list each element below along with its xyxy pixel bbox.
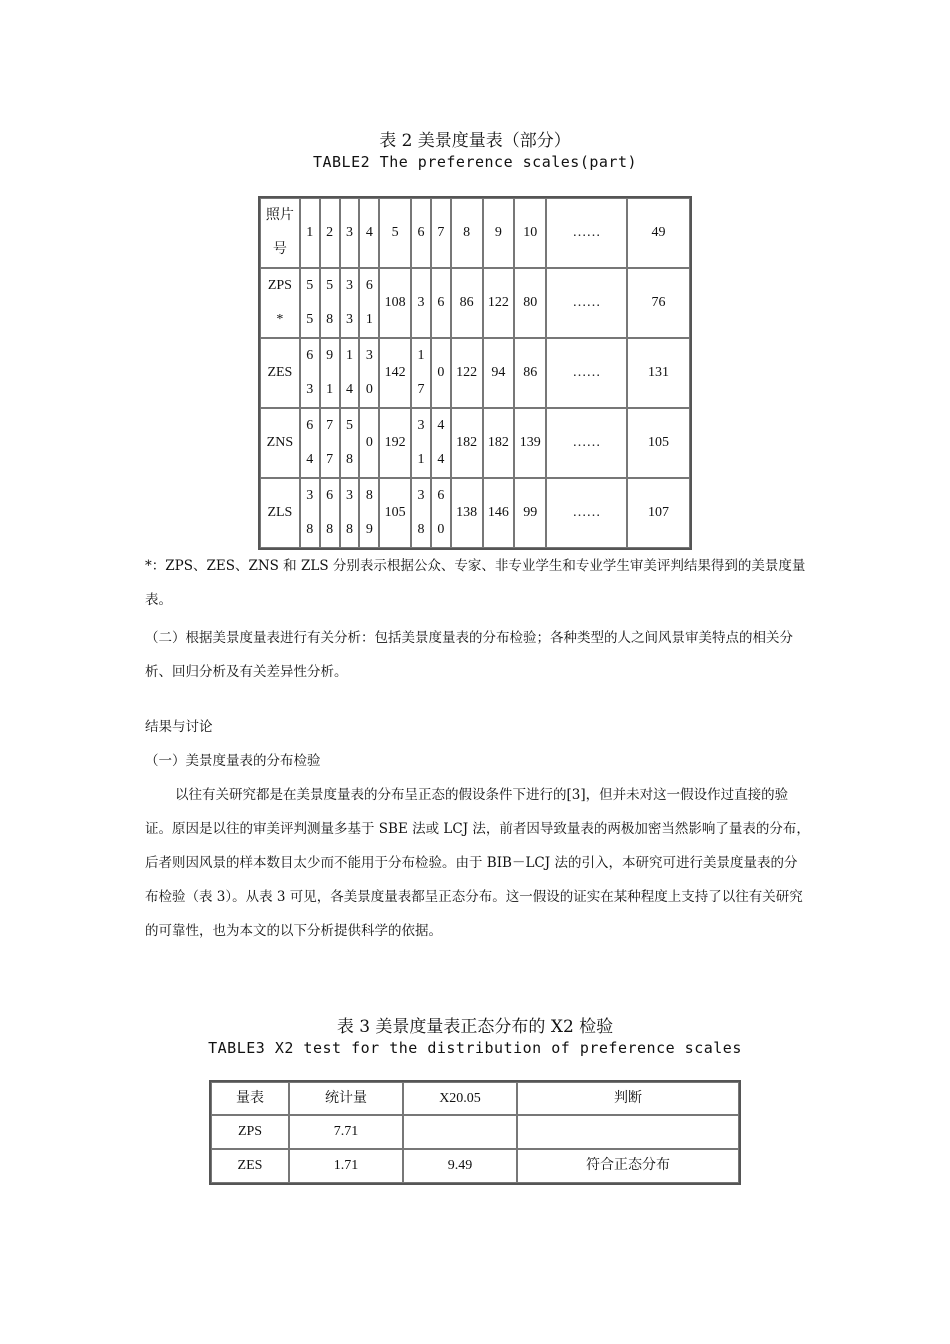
table3-row [211, 1149, 739, 1183]
table2-row-cell: 108 [379, 268, 411, 338]
table2-row-cell: ZNS [260, 408, 300, 478]
table2-row-cell: 31 [411, 408, 431, 478]
table2-row-cell: …… [546, 338, 627, 408]
table2-row-cell: ZPS* [260, 268, 300, 338]
table2-row-cell: 94 [483, 338, 515, 408]
table3-row-cell: 1.71 [289, 1149, 403, 1183]
table2-row [260, 338, 690, 408]
table2-note: *：ZPS、ZES、ZNS 和 ZLS 分别表示根据公众、专家、非专业学生和专业学生审美评判结果得到的美景度量表。 [145, 558, 806, 608]
table3-row-cell: ZPS [211, 1115, 289, 1149]
table2-row-cell: 44 [431, 408, 451, 478]
table2-row-cell: 60 [431, 478, 451, 548]
table2-caption-en: TABLE2 The preference scales(part) [312, 153, 638, 171]
table2-row-cell: 80 [514, 268, 546, 338]
table2-row-cell: 17 [411, 338, 431, 408]
table2-row-cell: 131 [627, 338, 690, 408]
table2-row-cell: 63 [300, 338, 320, 408]
table2-row-cell: 107 [627, 478, 690, 548]
table2-row-cell: 182 [451, 408, 483, 478]
table2-row-cell: 55 [300, 268, 320, 338]
table2-header-row-cell: 1 [300, 198, 320, 268]
table3-header-row-cell: 统计量 [289, 1082, 403, 1115]
table2-row-cell: 38 [300, 478, 320, 548]
table2-row-cell: 99 [514, 478, 546, 548]
table3-row-cell: 符合正态分布 [517, 1149, 739, 1183]
table2-row-cell: 58 [320, 268, 340, 338]
table2-row-cell: 76 [627, 268, 690, 338]
table2-row-cell: …… [546, 478, 627, 548]
subsection-title: （一）美景度量表的分布检验 [145, 753, 321, 769]
table2-row-cell: 146 [483, 478, 515, 548]
table2-row-cell: 105 [379, 478, 411, 548]
table2-row-cell: 38 [340, 478, 360, 548]
body-paragraph: 以往有关研究都是在美景度量表的分布呈正态的假设条件下进行的[3]，但并未对这一假设作过直接的验证。原因是以往的审美评判测量多基于 SBE 法或 LCJ 法，前者因导致量表的两极加密当然影响了量表的分布，后者则因风景的样本数目太少而不能用于分布检验。由于 BIB－LCJ 法的引入，本研究可进行美景度量表的分布检验（表 3）。从表 3 可见，各美景度量表都呈正态分布。这一假设的证实在某种程度上支持了以往有关研究的可靠性，也为本文的以下分析提供科学的依据。 [145, 787, 810, 939]
table3-row-cell: 7.71 [289, 1115, 403, 1149]
table2-header-row-cell: …… [546, 198, 627, 268]
preference-scales-table [258, 196, 692, 550]
table3-header-row-cell: 判断 [517, 1082, 739, 1115]
table2-row-cell: ZLS [260, 478, 300, 548]
table2-row-cell: 33 [340, 268, 360, 338]
table2-header-row-cell: 5 [379, 198, 411, 268]
table3-header-row-cell: 量表 [211, 1082, 289, 1115]
table2-row-cell: 122 [483, 268, 515, 338]
table2-header-row-cell: 2 [320, 198, 340, 268]
table2-row-cell: 105 [627, 408, 690, 478]
table2-header-row-cell: 3 [340, 198, 360, 268]
table2-row-cell: 192 [379, 408, 411, 478]
chi-square-test-table [209, 1080, 741, 1185]
table2-row-cell: 14 [340, 338, 360, 408]
table2-row-cell: 77 [320, 408, 340, 478]
table2-row-cell: 0 [359, 408, 379, 478]
table2-row-cell: 91 [320, 338, 340, 408]
table2-caption-zh: 表 2 美景度量表（部分） [379, 131, 571, 151]
table2-row [260, 478, 690, 548]
table2-row [260, 408, 690, 478]
table3-row-cell: ZES [211, 1149, 289, 1183]
table2-row [260, 268, 690, 338]
section-title: 结果与讨论 [145, 719, 213, 735]
table2-row-cell: 30 [359, 338, 379, 408]
table2-row-cell: 89 [359, 478, 379, 548]
table2-row-cell: 138 [451, 478, 483, 548]
table2-header-row [260, 198, 690, 268]
table2-header-row-cell: 49 [627, 198, 690, 268]
table2-header-row-cell: 9 [483, 198, 515, 268]
table3-row-cell [403, 1115, 517, 1149]
table2-header-row-cell: 4 [359, 198, 379, 268]
table2-row-cell: …… [546, 408, 627, 478]
table2-header-row-cell: 8 [451, 198, 483, 268]
table2-row-cell: ZES [260, 338, 300, 408]
table2-row-cell: 182 [483, 408, 515, 478]
table2-row-cell: 64 [300, 408, 320, 478]
table3-header-row-cell: X20.05 [403, 1082, 517, 1115]
table2-row-cell: 61 [359, 268, 379, 338]
analysis-paragraph: （二）根据美景度量表进行有关分析：包括美景度量表的分布检验；各种类型的人之间风景审美特点的相关分析、回归分析及有关差异性分析。 [145, 630, 793, 680]
table2-header-row-cell: 10 [514, 198, 546, 268]
table2-row-cell: 58 [340, 408, 360, 478]
table3-row-cell [517, 1115, 739, 1149]
table2-row-cell: 6 [431, 268, 451, 338]
table2-row-cell: 86 [514, 338, 546, 408]
table2-row-cell: 3 [411, 268, 431, 338]
table2-row-cell: 38 [411, 478, 431, 548]
table3-caption-zh: 表 3 美景度量表正态分布的 X2 检验 [336, 1017, 614, 1037]
table2-row-cell: 122 [451, 338, 483, 408]
table2-header-row-cell: 7 [431, 198, 451, 268]
table2-row-cell: 142 [379, 338, 411, 408]
table3-row [211, 1115, 739, 1149]
table2-row-cell: 86 [451, 268, 483, 338]
table2-header-row-cell: 6 [411, 198, 431, 268]
table2-row-cell: 0 [431, 338, 451, 408]
table3-row-cell: 9.49 [403, 1149, 517, 1183]
table2-row-cell: …… [546, 268, 627, 338]
table2-header-row-cell: 照片号 [260, 198, 300, 268]
table3-caption-en: TABLE3 X2 test for the distribution of preference scales [208, 1039, 742, 1057]
table2-row-cell: 68 [320, 478, 340, 548]
table3-header-row [211, 1082, 739, 1115]
table2-row-cell: 139 [514, 408, 546, 478]
